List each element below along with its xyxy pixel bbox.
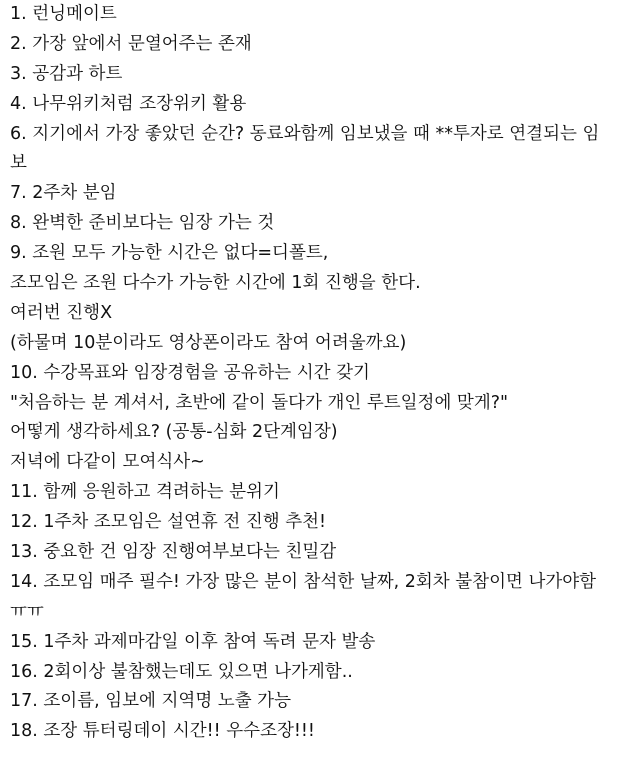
document-body <box>10 0 634 747</box>
text-line-23: 16. 2회이상 불참했는데도 있으면 나가게함.. <box>10 661 353 682</box>
text-line-16: 저녁에 다같이 모여식사~ <box>10 452 205 473</box>
text-line-2: 2. 가장 앞에서 문열어주는 존재 <box>10 33 252 54</box>
text-line-15: 어떻게 생각하세요? (공통-심화 2단계임장) <box>10 422 338 443</box>
text-line-14: "처음하는 분 계셔서, 초반에 같이 돌다가 개인 루트일정에 맞게?" <box>10 392 509 413</box>
text-line-19: 13. 중요한 건 임장 진행여부보다는 친밀감 <box>10 542 337 563</box>
text-line-10: 조모임은 조원 다수가 가능한 시간에 1회 진행을 한다. <box>10 273 421 294</box>
text-line-25: 18. 조장 튜터링데이 시간!! 우수조장!!! <box>10 721 315 742</box>
text-line-1: 1. 런닝메이트 <box>10 4 117 24</box>
text-line-17: 11. 함께 응원하고 격려하는 분위기 <box>10 482 280 503</box>
text-line-24: 17. 조이름, 임보에 지역명 노출 가능 <box>10 691 291 712</box>
text-line-12: (하물며 10분이라도 영상폰이라도 참여 어려울까요) <box>10 332 407 353</box>
text-line-6: 보 <box>10 153 27 174</box>
text-line-18: 12. 1주차 조모임은 설연휴 전 진행 추천! <box>10 512 327 533</box>
text-line-22: 15. 1주차 과제마감일 이후 참여 독려 문자 발송 <box>10 631 376 652</box>
text-line-3: 3. 공감과 하트 <box>10 63 123 84</box>
text-line-7: 7. 2주차 분임 <box>10 183 117 204</box>
text-line-8: 8. 완벽한 준비보다는 임장 가는 것 <box>10 213 275 234</box>
text-line-4: 4. 나무위키처럼 조장위키 활용 <box>10 93 247 114</box>
text-line-20: 14. 조모임 매주 필수! 가장 많은 분이 참석한 날짜, 2회차 불참이면 나가야함 <box>10 571 597 592</box>
text-line-11: 여러번 진행X <box>10 302 113 323</box>
text-line-21: ㅠㅠ <box>10 601 44 622</box>
text-line-5: 6. 지기에서 가장 좋았던 순간? 동료와함께 임보냈을 때 **투자로 연결되는 임 <box>10 123 600 144</box>
text-line-9: 9. 조원 모두 가능한 시간은 없다=디폴트, <box>10 243 329 264</box>
text-line-13: 10. 수강목표와 임장경험을 공유하는 시간 갖기 <box>10 362 370 383</box>
